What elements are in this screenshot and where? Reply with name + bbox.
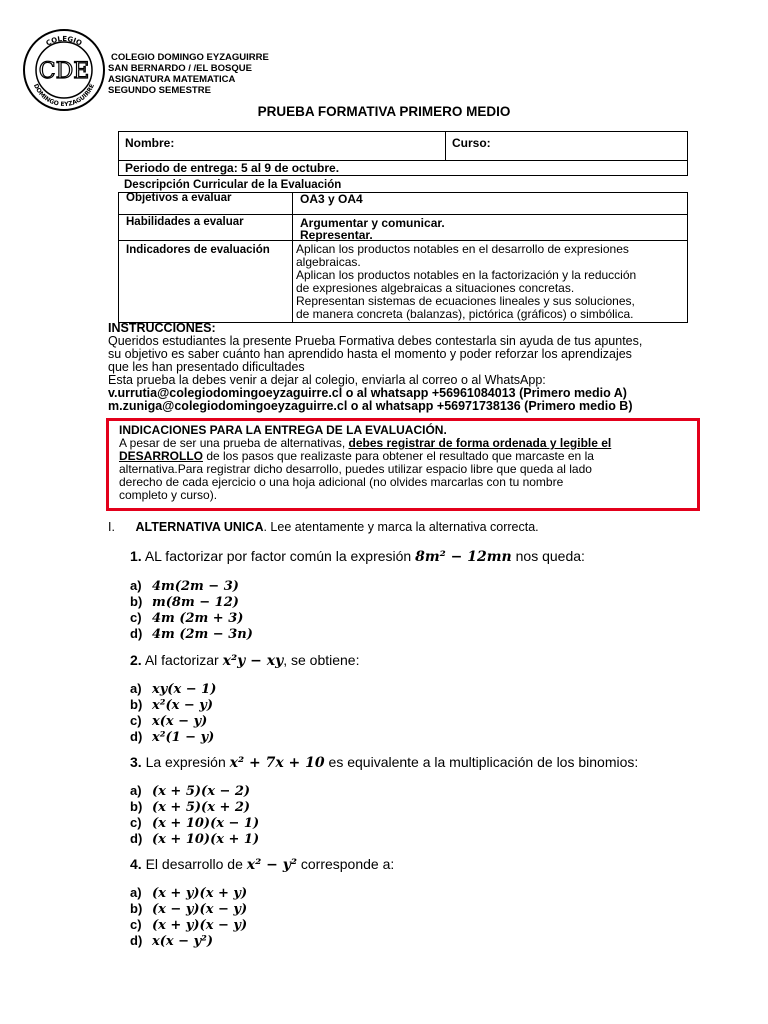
option-b[interactable]: b) (x − y)(x − y) [130,901,248,917]
page-title: PRUEBA FORMATIVA PRIMERO MEDIO [257,104,511,119]
contact-email-b[interactable]: m.zuniga@colegiodomingoeyzaguirre.cl o al whatsapp +56971738136 (Primero medio B) [108,399,633,413]
option-b[interactable]: b) (x + 5)(x + 2) [130,799,251,815]
curso-field[interactable] [445,131,688,161]
notice-text: alternativa.Para registrar dicho desarrollo, puedes utilizar espacio libre que queda al lado [119,462,592,476]
indicador-line: de manera concreta (balanzas), pictórica (gráficos) o simbólica. [296,307,634,321]
notice-heading: INDICACIONES PARA LA ENTREGA DE LA EVALUACIÓN. [119,423,447,437]
table-divider [118,214,688,215]
contact-email-a[interactable]: v.urrutia@colegiodomingoeyzaguirre.cl o al whatsapp +56961084013 (Primero medio A) [108,386,627,400]
question-number: 4. [130,856,142,872]
periodo-row [118,160,688,176]
question-text: La expresión [145,754,230,770]
school-name: COLEGIO DOMINGO EYZAGUIRRE [111,52,269,63]
table-divider [118,240,688,241]
option-a[interactable]: a) xy(x − 1) [130,681,217,697]
question-text: nos queda: [511,548,585,564]
section-heading [108,520,539,534]
instructions-line: Esta prueba la debes venir a dejar al colegio, enviarla al correo o al WhatsApp: [108,373,546,387]
question-1-options [130,578,253,642]
option-c[interactable]: c) (x + y)(x − y) [130,917,248,933]
instructions [108,322,642,413]
objetivos-label: Objetivos a evaluar [126,192,232,204]
instructions-line: que les han presentado dificultades [108,360,305,374]
school-header [108,52,269,96]
question-3-options [130,783,259,847]
table-divider [292,192,293,323]
notice-text: derecho de cada ejercicio o una hoja adicional (no olvides marcarlas con tu nombre [119,475,564,489]
option-b[interactable]: b) x²(x − y) [130,697,213,713]
option-a[interactable]: a) 4m(2m − 3) [130,578,239,594]
nombre-label: Nombre: [125,136,175,150]
question-text: Al factorizar [144,652,223,668]
option-c[interactable]: c) (x + 10)(x − 1) [130,815,260,831]
delivery-notice [106,418,700,511]
notice-desarrollo: DESARROLLO [119,449,203,463]
question-text: , se obtiene: [283,652,360,668]
question-text: El desarrollo de [145,856,247,872]
question-3 [130,754,638,771]
indicadores-value [296,243,636,321]
question-4 [130,856,394,873]
option-b[interactable]: b) m(8m − 12) [130,594,239,610]
periodo-text: Periodo de entrega: 5 al 9 de octubre. [125,161,340,175]
question-2-options [130,681,216,745]
instructions-heading: INSTRUCCIONES: [108,321,216,335]
habilidades-value-1: Argumentar y comunicar. [300,216,445,230]
school-location: SAN BERNARDO / /EL BOSQUE [108,63,252,74]
question-4-options [130,885,247,949]
option-d[interactable]: d) (x + 10)(x + 1) [130,831,260,847]
logo-top-text: COLEGIO [44,34,84,48]
option-a[interactable]: a) (x + 5)(x − 2) [130,783,251,799]
indicador-line: algebraicas. [296,255,361,269]
objetivos-value: OA3 y OA4 [300,192,363,206]
option-d[interactable]: d) x(x − y²) [130,933,213,949]
section-numeral: I. [108,520,115,534]
logo-bottom-text: DOMINGO EYZAGUIRRE [31,82,97,109]
question-expression: 8m² − 12mn [415,549,512,565]
indicador-line: de expresiones algebraicas a situaciones concretas. [296,281,575,295]
question-number: 2. [130,652,142,668]
notice-text: de los pasos que realizaste para obtener el resultado que marcaste en la [203,449,594,463]
instructions-line: Queridos estudiantes la presente Prueba Formativa debes contestarla sin ayuda de tus apuntes, [108,334,643,348]
option-a[interactable]: a) (x + y)(x + y) [130,885,248,901]
question-2 [130,652,359,669]
question-text: es equivalente a la multiplicación de los binomios: [324,754,639,770]
section-title: ALTERNATIVA UNICA [135,520,264,534]
question-number: 3. [130,754,142,770]
notice-text: A pesar de ser una prueba de alternativas, [119,436,349,450]
section-instruction: . Lee atentamente y marca la alternativa correcta. [263,520,539,534]
question-text: corresponde a: [296,856,395,872]
habilidades-value-2: Representar. [300,228,373,242]
indicadores-label: Indicadores de evaluación [126,244,270,256]
question-text: AL factorizar por factor común la expresión [144,548,416,564]
indicador-line: Representan sistemas de ecuaciones lineales y sus soluciones, [296,294,635,308]
question-expression: x²y − xy [222,653,284,669]
notice-text: completo y curso). [119,488,218,502]
logo-monogram: CDE [38,59,90,84]
school-subject: ASIGNATURA MATEMATICA [108,74,236,85]
question-number: 1. [130,548,142,564]
question-1 [130,548,585,565]
habilidades-label: Habilidades a evaluar [126,216,244,228]
indicador-line: Aplican los productos notables en el desarrollo de expresiones [296,242,629,256]
descripcion-heading: Descripción Curricular de la Evaluación [124,179,342,191]
option-d[interactable]: d) 4m (2m − 3n) [130,626,253,642]
svg-text:COLEGIO [45,35,84,48]
nombre-field[interactable] [118,131,446,161]
option-c[interactable]: c) x(x − y) [130,713,208,729]
indicador-line: Aplican los productos notables en la factorización y la reducción [296,268,637,282]
school-logo [22,28,106,112]
school-semester: SEGUNDO SEMESTRE [108,85,211,96]
instructions-line: su objetivo es saber cuánto han aprendido hasta el momento y poder reforzar los aprendizajes [108,347,632,361]
option-d[interactable]: d) x²(1 − y) [130,729,215,745]
question-expression: x² − y² [246,857,297,873]
notice-emphasis: debes registrar de forma ordenada y legible el [348,436,612,450]
option-c[interactable]: c) 4m (2m + 3) [130,610,244,626]
question-expression: x² + 7x + 10 [229,755,325,771]
curso-label: Curso: [452,136,491,150]
